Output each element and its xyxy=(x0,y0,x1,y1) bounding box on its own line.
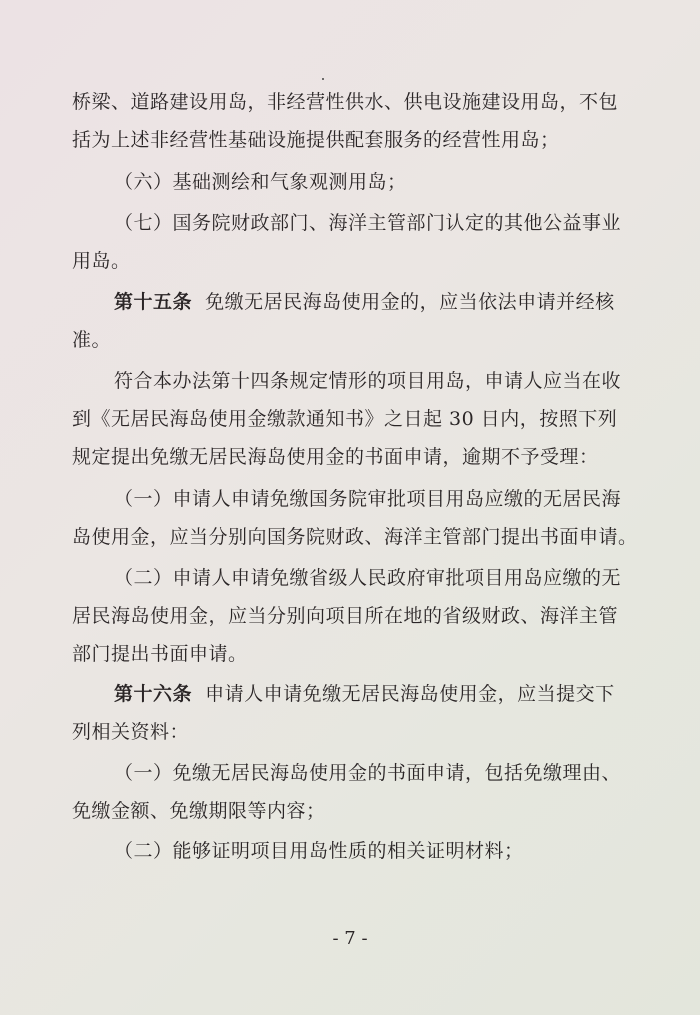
scan-speck xyxy=(322,78,324,80)
text-line: （七）国务院财政部门、海洋主管部门认定的其他公益事业 xyxy=(114,212,622,234)
text-line: 规定提出免缴无居民海岛使用金的书面申请，逾期不予受理： xyxy=(72,446,599,468)
page-number: - 7 - xyxy=(332,928,368,949)
article-15-text: 免缴无居民海岛使用金的，应当依法申请并经核 xyxy=(205,291,615,313)
text-line: （一）免缴无居民海岛使用金的书面申请，包括免缴理由、 xyxy=(114,762,622,784)
article-15-heading: 第十五条 xyxy=(114,291,193,313)
paragraph-item-2b xyxy=(72,832,638,870)
paragraph-item-1 xyxy=(72,480,638,556)
paragraph-item-6 xyxy=(72,163,638,201)
text-line: （一）申请人申请免缴国务院审批项目用岛应缴的无居民海 xyxy=(114,488,622,510)
text-line: 括为上述非经营性基础设施提供配套服务的经营性用岛； xyxy=(72,129,560,151)
text-line: （二）申请人申请免缴省级人民政府审批项目用岛应缴的无 xyxy=(114,567,622,589)
text-line: 到《无居民海岛使用金缴款通知书》之日起 30 日内，按照下列 xyxy=(72,408,618,430)
text-line: 岛使用金，应当分别向国务院财政、海洋主管部门提出书面申请。 xyxy=(72,526,638,548)
text-line: 免缴金额、免缴期限等内容； xyxy=(72,800,326,822)
paragraph-article-15 xyxy=(72,283,638,359)
text-line: 准。 xyxy=(72,329,112,351)
article-16-text: 申请人申请免缴无居民海岛使用金，应当提交下 xyxy=(205,683,615,705)
article-16-heading: 第十六条 xyxy=(114,683,193,705)
text-line: （六）基础测绘和气象观测用岛； xyxy=(114,171,407,193)
text-line: 用岛。 xyxy=(72,250,131,272)
paragraph-2 xyxy=(72,362,638,476)
paragraph-item-1b xyxy=(72,754,638,830)
text-line: 桥梁、道路建设用岛，非经营性供水、供电设施建设用岛，不包 xyxy=(72,91,619,113)
text-line: （二）能够证明项目用岛性质的相关证明材料； xyxy=(114,840,524,862)
paragraph-item-7 xyxy=(72,204,638,280)
paragraph-item-2 xyxy=(72,559,638,673)
text-line xyxy=(72,675,638,713)
text-line: 部门提出书面申请。 xyxy=(72,643,248,665)
text-line: 符合本办法第十四条规定情形的项目用岛，申请人应当在收 xyxy=(114,370,622,392)
text-line: 居民海岛使用金，应当分别向项目所在地的省级财政、海洋主管 xyxy=(72,605,619,627)
text-line: 列相关资料： xyxy=(72,721,190,743)
paragraph-1 xyxy=(72,83,638,159)
paragraph-article-16 xyxy=(72,675,638,751)
text-line xyxy=(72,283,638,321)
